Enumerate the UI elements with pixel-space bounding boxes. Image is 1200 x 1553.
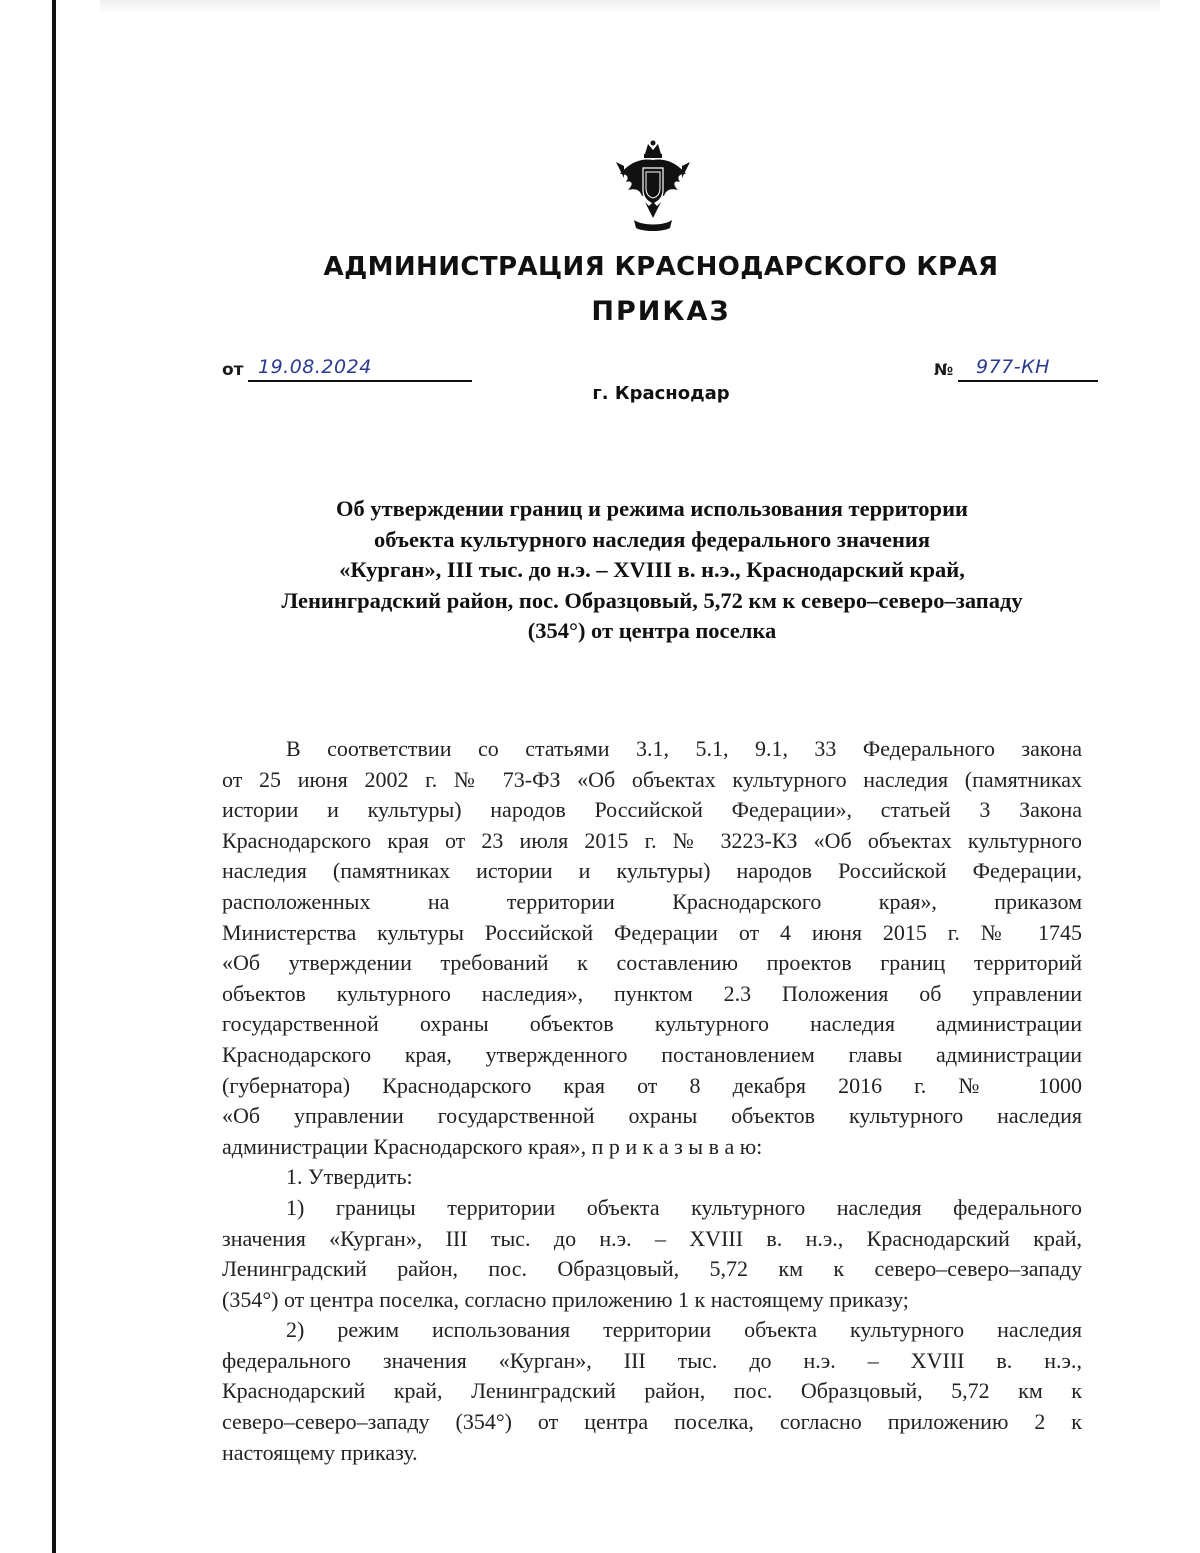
scan-top-shadow bbox=[100, 0, 1160, 14]
coat-of-arms-icon bbox=[612, 140, 694, 234]
title-line: Ленинградский район, пос. Образцовый, 5,72 км к северо–северо–западу bbox=[281, 587, 1023, 613]
city-name: г. Краснодар bbox=[592, 383, 730, 404]
title-line: «Курган», III тыс. до н.э. – XVIII в. н.э., Краснодарский край, bbox=[339, 557, 965, 582]
date-underline bbox=[248, 380, 472, 382]
number-handwritten-value: 977-КН bbox=[976, 356, 1050, 378]
body-line: Краснодарского края, утвержденного постановлением главы администрации bbox=[222, 1041, 1082, 1067]
number-underline bbox=[958, 380, 1098, 382]
date-prefix: от bbox=[222, 360, 244, 380]
body-line: от 25 июня 2002 г. № 73-ФЗ «Об объектах культурного наследия (памятниках bbox=[222, 766, 1082, 792]
body-line: (губернатора) Краснодарского края от 8 декабря 2016 г. № 1000 bbox=[222, 1072, 1082, 1098]
number-prefix: № bbox=[934, 360, 954, 379]
body-line: администрации Краснодарского края», п р и к а з ы в а ю: bbox=[222, 1133, 763, 1159]
body-line: В соответствии со статьями 3.1, 5.1, 9.1, 33 Федерального закона bbox=[286, 736, 1082, 761]
title-line: (354°) от центра поселка bbox=[527, 618, 777, 643]
title-line: объекта культурного наследия федерального значения bbox=[373, 526, 931, 552]
number-field bbox=[934, 358, 1104, 386]
body-line: 1) границы территории объекта культурного наследия федерального bbox=[286, 1194, 1082, 1220]
order-body bbox=[222, 734, 1082, 1468]
title-line: Об утверждении границ и режима использования территории bbox=[335, 496, 969, 521]
date-field bbox=[222, 358, 482, 386]
body-line: 2) режим использования территории объекта культурного наследия bbox=[286, 1317, 1082, 1343]
body-line: 1. Утвердить: bbox=[286, 1164, 413, 1190]
body-line: (354°) от центра поселка, согласно приложению 1 к настоящему приказу; bbox=[222, 1286, 909, 1312]
page-left-edge bbox=[52, 0, 56, 1553]
body-line: Министерства культуры Российской Федерации от 4 июня 2015 г. № 1745 bbox=[222, 919, 1082, 945]
body-line: федерального значения «Курган», III тыс. до н.э. – XVIII в. н.э., bbox=[222, 1347, 1082, 1373]
body-line: истории и культуры) народов Российской Федерации», статьей 3 Закона bbox=[222, 797, 1082, 823]
body-line: Краснодарский край, Ленинградский район, пос. Образцовый, 5,72 км к bbox=[222, 1378, 1082, 1404]
body-line: объектов культурного наследия», пунктом 2.3 Положения об управлении bbox=[222, 980, 1082, 1006]
body-line: наследия (памятниках истории и культуры) народов Российской Федерации, bbox=[222, 858, 1082, 884]
body-line: значения «Курган», III тыс. до н.э. – XVIII в. н.э., Краснодарский край, bbox=[222, 1225, 1082, 1251]
body-line: настоящему приказу. bbox=[222, 1439, 418, 1465]
date-handwritten-value: 19.08.2024 bbox=[258, 356, 372, 378]
body-line: Краснодарского края от 23 июля 2015 г. № 3223-КЗ «Об объектах культурного bbox=[222, 827, 1082, 853]
body-line: «Об управлении государственной охраны объектов культурного наследия bbox=[222, 1103, 1082, 1129]
body-line: северо–северо–западу (354°) от центра поселка, согласно приложению 2 к bbox=[222, 1409, 1082, 1435]
body-line: Ленинградский район, пос. Образцовый, 5,72 км к северо–северо–западу bbox=[222, 1256, 1082, 1282]
order-title bbox=[200, 494, 1104, 647]
body-line: расположенных на территории Краснодарского края», приказом bbox=[222, 888, 1082, 914]
organization-name: АДМИНИСТРАЦИЯ КРАСНОДАРСКОГО КРАЯ bbox=[323, 252, 999, 282]
document-type: ПРИКАЗ bbox=[591, 296, 731, 327]
body-line: «Об утверждении требований к составлению проектов границ территорий bbox=[222, 950, 1082, 976]
body-line: государственной охраны объектов культурного наследия администрации bbox=[222, 1011, 1082, 1037]
